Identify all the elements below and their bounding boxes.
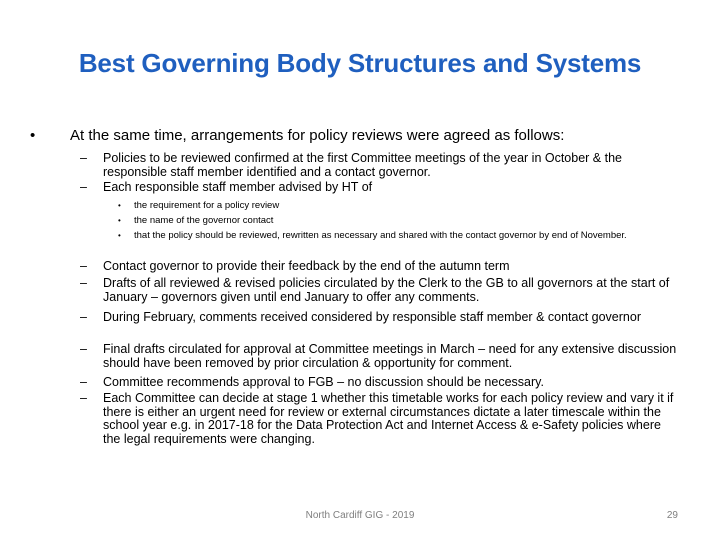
sub-point-text: Each Committee can decide at stage 1 whether this timetable works for each policy review and vary it if there is either an urgent need for review or external circumstances dictate a later timescale within the school year e.g. in 2017-18 for the Data Protection Act and Internet Access & e-Safety policies where the legal requirements were changing. — [103, 391, 674, 446]
sub-point-text: Contact governor to provide their feedback by the end of the autumn term — [103, 259, 510, 273]
dash-glyph: – — [80, 310, 87, 324]
sub-point-text: Each responsible staff member advised by HT of — [103, 180, 373, 194]
dash-glyph: – — [80, 375, 87, 389]
sub-point-text: During February, comments received considered by responsible staff member & contact governor — [103, 310, 641, 324]
page-number: 29 — [666, 510, 678, 521]
sub-sub-point-text: that the policy should be reviewed, rewritten as necessary and shared with the contact governor by end of November. — [134, 230, 627, 241]
sub-sub-point-text: the requirement for a policy review — [134, 200, 280, 211]
dash-glyph: – — [80, 180, 87, 194]
sub-point-text: Final drafts circulated for approval at Committee meetings in March – need for any extensive discussion should have been removed by prior circulation & opportunity for comment. — [103, 342, 677, 370]
footer-text: North Cardiff GIG - 2019 — [305, 510, 415, 521]
sub-point-text: Drafts of all reviewed & revised policies circulated by the Clerk to the GB to all governors at the start of January – governors given until end January to offer any comments. — [103, 276, 670, 304]
dash-glyph: – — [80, 342, 87, 356]
dash-glyph: – — [80, 151, 87, 165]
sub-sub-point-text: the name of the governor contact — [134, 215, 274, 226]
main-point-text: At the same time, arrangements for policy reviews were agreed as follows: — [70, 127, 565, 144]
dash-glyph: – — [80, 391, 87, 405]
sub-point-text: Committee recommends approval to FGB – no discussion should be necessary. — [103, 375, 544, 389]
bullet-glyph: • — [118, 201, 121, 210]
slide-title: Best Governing Body Structures and Systems — [78, 48, 642, 78]
dash-glyph: – — [80, 276, 87, 290]
bullet-glyph: • — [118, 216, 121, 225]
bullet-glyph: • — [30, 127, 36, 144]
dash-glyph: – — [80, 259, 87, 273]
bullet-glyph: • — [118, 231, 121, 240]
sub-point-text: Policies to be reviewed confirmed at the first Committee meetings of the year in October & the responsible staff member identified and a contact governor. — [103, 151, 622, 179]
